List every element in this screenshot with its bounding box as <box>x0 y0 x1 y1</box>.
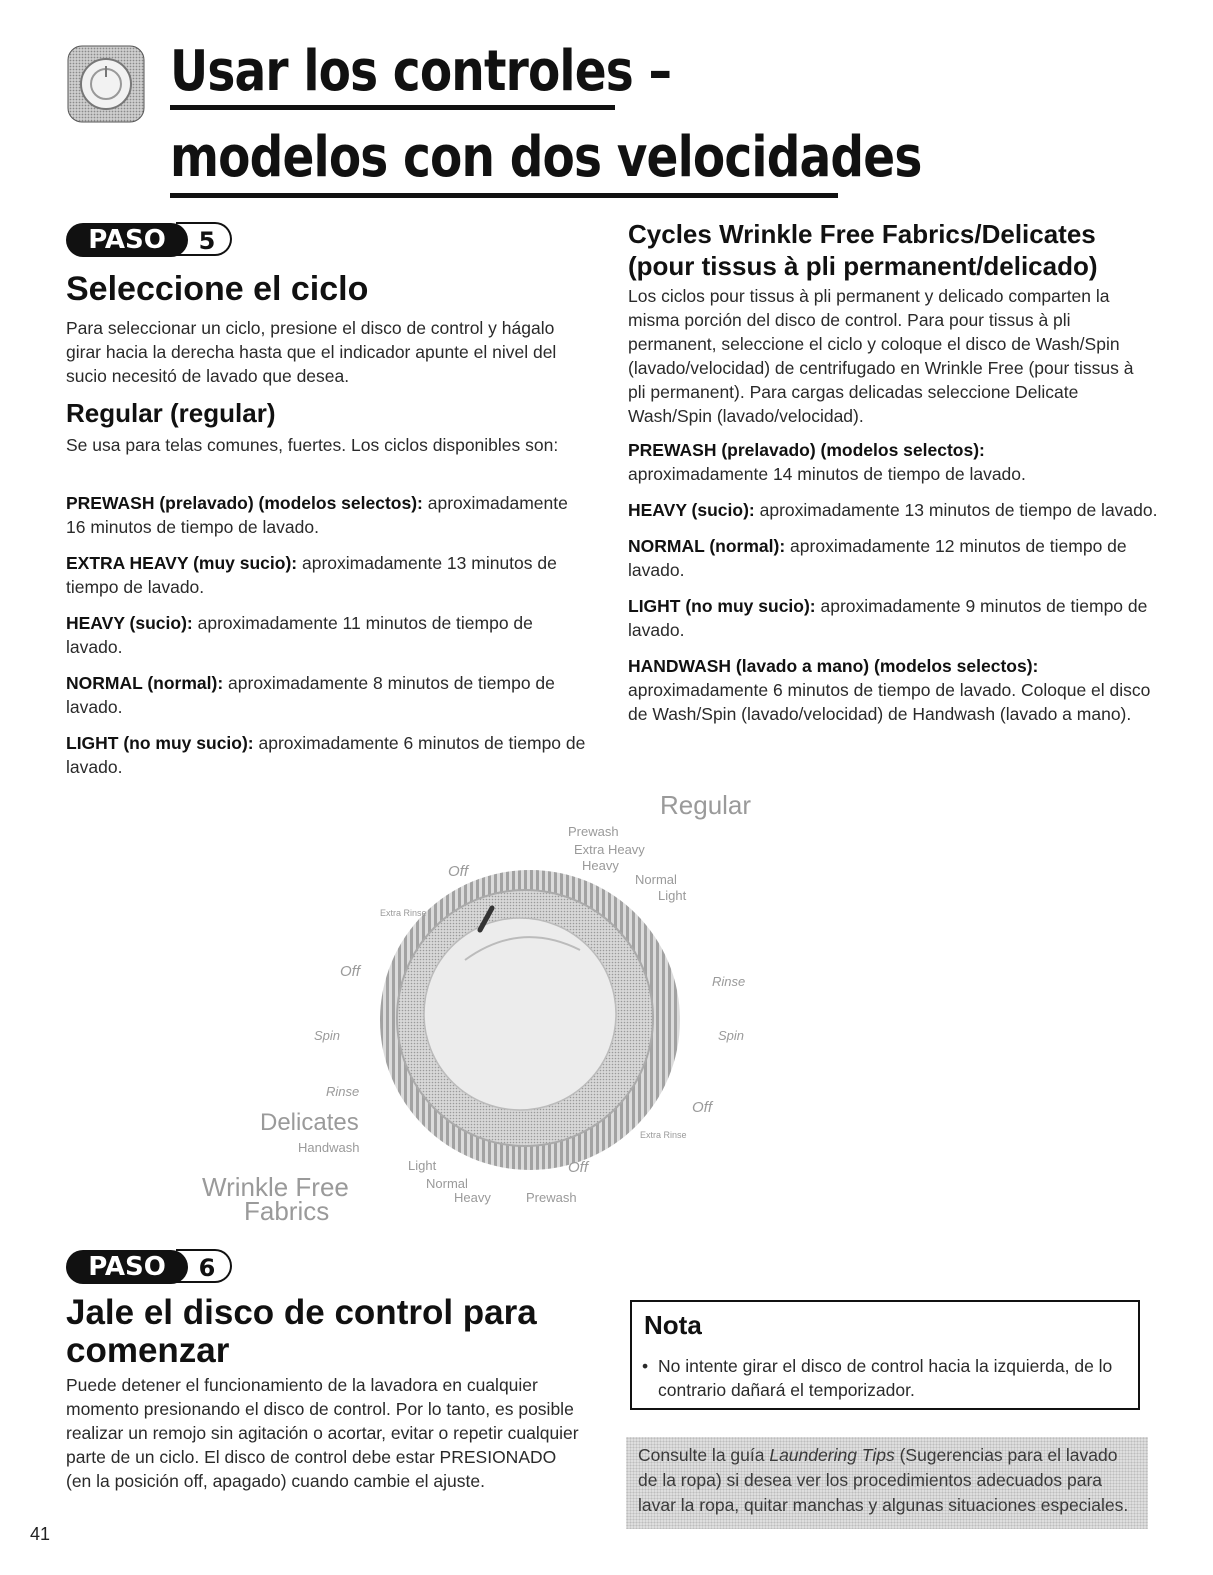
step-6-number: 6 <box>176 1249 232 1283</box>
note-box <box>630 1300 1140 1410</box>
item-desc: aproximadamente 8 minutos de tiempo de lavado. <box>66 673 555 717</box>
item-desc: aproximadamente 12 minutos de tiempo de lavado. <box>628 536 1127 580</box>
item-desc: aproximadamente 6 minutos de tiempo de lavado. <box>66 733 586 777</box>
wrinkle-free-heading: Cycles Wrinkle Free Fabrics/Delicates (pour tissus à pli permanent/delicado) <box>628 219 1098 281</box>
item-term: PREWASH (prelavado) (modelos selectos): <box>66 493 423 513</box>
list-item <box>66 671 586 719</box>
list-item <box>628 654 1158 726</box>
callout-post: (Sugerencias para el lavado de la ropa) si desea ver los procedimientos adecuados para lavar la ropa, quitar manchas y algunas situaciones especiales. <box>638 1445 1129 1515</box>
dial-label-off-top: Off <box>448 863 469 880</box>
step-5-intro: Para seleccionar un ciclo, presione el disco de control y hágalo girar hacia la derecha hasta que el indicador apunte el nivel del sucio necesitó de lavado que desea. <box>66 318 557 386</box>
item-term: HANDWASH (lavado a mano) (modelos selectos): <box>628 656 1039 676</box>
list-item <box>66 731 586 779</box>
title-rule-1 <box>170 105 615 110</box>
step-6-badge <box>66 1250 246 1286</box>
regular-intro: Se usa para telas comunes, fuertes. Los ciclos disponibles son: <box>66 435 559 455</box>
step-5-number: 5 <box>176 222 232 256</box>
wrinkle-free-cycle-list <box>628 438 1158 738</box>
dial-label-rinse-left: Rinse <box>326 1084 360 1099</box>
step-5-label: PASO <box>66 223 188 257</box>
regular-heading: Regular (regular) <box>66 398 276 428</box>
dial-label-light-top: Light <box>658 888 687 903</box>
dial-label-prewash-bottom: Prewash <box>526 1190 577 1205</box>
control-dial-icon <box>66 44 146 124</box>
dial-label-light-bottom: Light <box>408 1158 437 1173</box>
page-number: 41 <box>30 1524 51 1544</box>
dial-label-spin-left: Spin <box>314 1028 341 1043</box>
item-desc: aproximadamente 6 minutos de tiempo de lavado. Coloque el disco de Wash/Spin (lavado/velocidad) de Handwash (lavado a mano). <box>628 680 1151 724</box>
note-title: Nota <box>644 1310 702 1340</box>
dial-label-regular: Regular <box>660 790 752 820</box>
list-item <box>66 551 586 599</box>
step-6-title: Jale el disco de control para comenzar <box>66 1293 537 1370</box>
dial-label-normal-top: Normal <box>635 872 677 887</box>
step-5-title: Seleccione el ciclo <box>66 270 369 308</box>
item-desc: aproximadamente 9 minutos de tiempo de lavado. <box>628 596 1148 640</box>
item-term: HEAVY (sucio): <box>66 613 193 633</box>
note-body: No intente girar el disco de control hacia la izquierda, de lo contrario dañará el temporizador. <box>658 1356 1113 1400</box>
item-term: LIGHT (no muy sucio): <box>628 596 816 616</box>
step-6-paragraph: Puede detener el funcionamiento de la lavadora en cualquier momento presionando el disco de control. Por lo tanto, es posible realizar un remojo sin agitación o acortar, evitar o repetir cualquier parte de un ciclo. El disco de control debe estar PRESIONADO (en la posición off, apagado) cuando cambie el ajuste. <box>66 1375 579 1491</box>
list-item <box>66 491 586 539</box>
dial-label-extra-rinse-right: Extra Rinse <box>640 1130 687 1140</box>
step-6-label: PASO <box>66 1250 188 1284</box>
item-desc: aproximadamente 13 minutos de tiempo de lavado. <box>759 500 1158 520</box>
item-term: HEAVY (sucio): <box>628 500 755 520</box>
dial-label-wrinkle-free: Wrinkle Free <box>202 1172 349 1202</box>
list-item <box>66 611 586 659</box>
item-term: PREWASH (prelavado) (modelos selectos): <box>628 440 985 460</box>
list-item <box>628 534 1158 582</box>
regular-cycle-list <box>66 491 586 791</box>
item-term: EXTRA HEAVY (muy sucio): <box>66 553 298 573</box>
step-5-badge <box>66 223 246 259</box>
item-term: NORMAL (normal): <box>66 673 224 693</box>
wrinkle-free-intro: Los ciclos pour tissus à pli permanent y delicado comparten la misma porción del disco de control. Para pour tissus à pli permanent, seleccione el ciclo y coloque el disco de Wash/Spin (lavado/velocidad) de centrifugado en Wrinkle Free (pour tissus à pli permanent). Para cargas delicadas seleccione Delicate Wash/Spin (lavado/velocidad). <box>628 286 1134 426</box>
dial-label-delicates: Delicates <box>260 1109 359 1136</box>
list-item <box>628 594 1158 642</box>
dial-label-extra-heavy: Extra Heavy <box>574 842 645 857</box>
dial-label-off-bottom: Off <box>568 1159 589 1176</box>
callout-pre: Consulte la guía <box>638 1445 770 1465</box>
dial-label-heavy-bottom: Heavy <box>454 1190 491 1205</box>
page-title-line-1: Usar los controles – <box>170 39 672 104</box>
dial-label-off-right: Off <box>692 1099 713 1116</box>
item-term: NORMAL (normal): <box>628 536 786 556</box>
page-title-line-2: modelos con dos velocidades <box>170 125 922 190</box>
dial-label-fabrics: Fabrics <box>244 1196 330 1226</box>
item-term: LIGHT (no muy sucio): <box>66 733 254 753</box>
list-item <box>628 438 1158 486</box>
dial-label-prewash-top: Prewash <box>568 824 619 839</box>
callout-guide-title: Laundering Tips <box>769 1445 895 1465</box>
dial-label-normal-bottom: Normal <box>426 1176 468 1191</box>
list-item <box>628 498 1158 522</box>
dial-label-off-left: Off <box>340 963 361 980</box>
item-desc: aproximadamente 13 minutos de tiempo de lavado. <box>66 553 557 597</box>
item-desc: aproximadamente 16 minutos de tiempo de lavado. <box>66 493 568 537</box>
dial-label-extra-rinse-left: Extra Rinse <box>380 908 427 918</box>
note-bullet: • <box>642 1356 649 1376</box>
dial-label-handwash: Handwash <box>298 1140 360 1155</box>
control-dial-illustration <box>202 790 810 1230</box>
dial-label-heavy-top: Heavy <box>582 858 619 873</box>
laundering-tips-callout <box>626 1437 1148 1529</box>
title-rule-2 <box>170 193 838 198</box>
dial-label-spin-right: Spin <box>718 1028 745 1043</box>
item-desc: aproximadamente 14 minutos de tiempo de lavado. <box>628 464 1026 484</box>
dial-label-rinse-right: Rinse <box>712 974 746 989</box>
item-desc: aproximadamente 11 minutos de tiempo de lavado. <box>66 613 533 657</box>
note-text <box>642 1354 1128 1402</box>
